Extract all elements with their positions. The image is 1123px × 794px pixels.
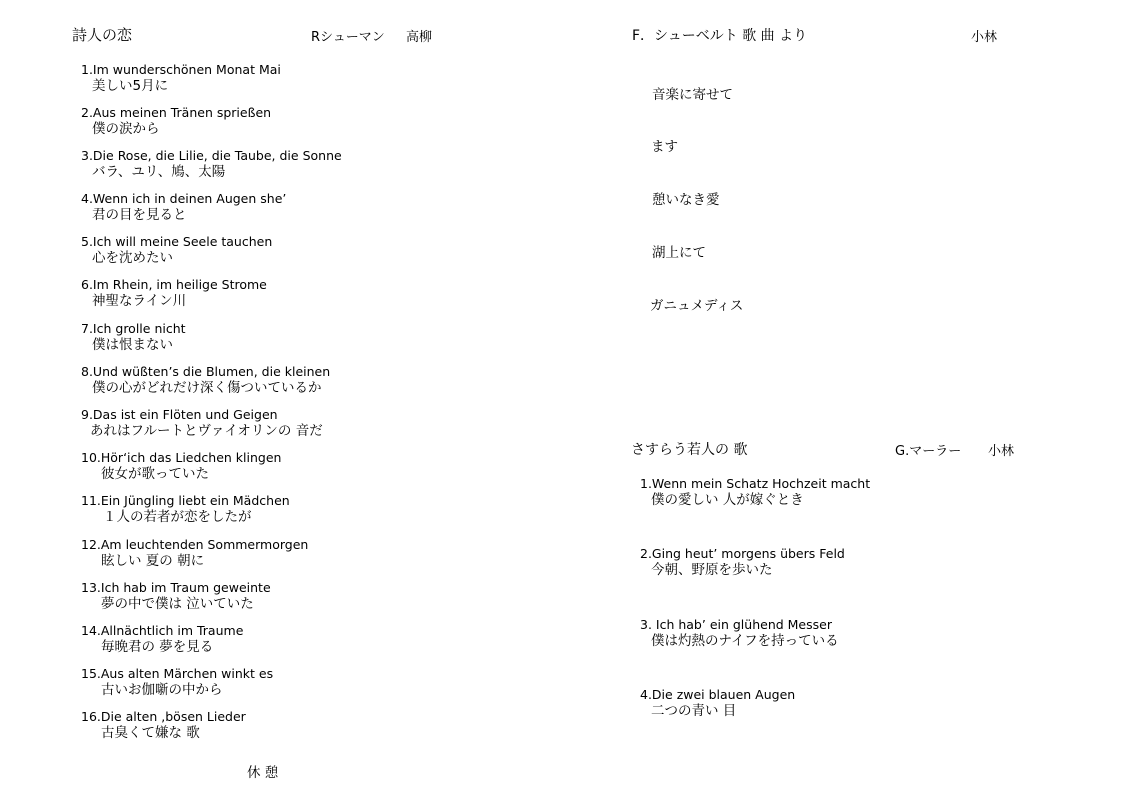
schumann-song-16 (81, 708, 246, 742)
schumann-song-15 (81, 665, 273, 699)
schubert-song-3: 憩いなき愛 (652, 192, 720, 208)
song-japanese-title: 毎晩君の 夢を見る (101, 639, 214, 655)
schubert-song-5: ガニュメディス (650, 298, 744, 314)
song-japanese-title: 心を沈めたい (92, 250, 173, 266)
song-japanese-title: 神聖なライン川 (92, 293, 187, 309)
song-japanese-title: 古いお伽噺の中から (101, 682, 223, 698)
schubert-song-2: ます (651, 139, 678, 155)
song-german-title: 5.Ich will meine Seele tauchen (81, 234, 273, 249)
song-japanese-title: 彼女が歌っていた (101, 466, 209, 482)
song-german-title: 8.Und wüßten’s die Blumen, die kleinen (81, 364, 331, 379)
schumann-song-2 (81, 104, 271, 138)
schumann-performer: 高柳 (406, 30, 433, 45)
schumann-song-1 (81, 61, 281, 95)
mahler-song-1 (640, 475, 870, 509)
song-japanese-title: あれはフルートとヴァイオリンの 音だ (90, 423, 323, 439)
schumann-song-8 (81, 363, 330, 397)
schumann-song-3 (81, 147, 342, 181)
song-german-title: 2.Ging heut’ morgens übers Feld (640, 546, 845, 561)
song-japanese-title: 僕の心がどれだけ深く傷ついているか (92, 380, 322, 396)
schumann-song-6 (81, 276, 267, 310)
song-japanese-title: 僕の愛しい 人が嫁ぐとき (651, 492, 804, 508)
mahler-song-4 (640, 686, 795, 720)
song-german-title: 14.Allnächtlich im Traume (81, 623, 244, 638)
song-german-title: 9.Das ist ein Flöten und Geigen (81, 407, 278, 422)
song-german-title: 2.Aus meinen Tränen sprießen (81, 105, 272, 120)
song-german-title: 15.Aus alten Märchen winkt es (81, 666, 274, 681)
song-japanese-title: 今朝、野原を歩いた (651, 562, 773, 578)
song-japanese-title: 僕は恨まない (92, 337, 173, 353)
song-german-title: 16.Die alten ,bösen Lieder (81, 709, 246, 724)
song-german-title: 7.Ich grolle nicht (81, 321, 186, 336)
song-japanese-title: 僕の涙から (92, 121, 160, 137)
schumann-song-14 (81, 622, 243, 656)
schubert-performer: 小林 (971, 30, 998, 45)
song-japanese-title: 二つの青い 目 (651, 703, 737, 719)
song-japanese-title: １人の若者が恋をしたが (103, 509, 252, 525)
schumann-song-9 (81, 406, 323, 440)
song-japanese-title: 僕は灼熱のナイフを持っている (651, 633, 839, 649)
song-german-title: 13.Ich hab im Traum geweinte (81, 580, 271, 595)
schumann-song-4 (81, 190, 286, 224)
schumann-song-13 (81, 579, 271, 613)
mahler-performer: 小林 (988, 444, 1015, 459)
schubert-song-1: 音楽に寄せて (652, 87, 733, 103)
song-german-title: 11.Ein Jüngling liebt ein Mädchen (81, 493, 290, 508)
schumann-composer: Rシューマン (311, 30, 385, 45)
song-japanese-title: 君の目を見ると (92, 207, 187, 223)
song-japanese-title: バラ、ユリ、鳩、太陽 (92, 164, 226, 180)
song-german-title: 4.Wenn ich in deinen Augen she’ (81, 191, 287, 206)
song-german-title: 3. Ich hab’ ein glühend Messer (640, 617, 832, 632)
schubert-section-title: F．シューベルト 歌 曲 より (632, 28, 808, 44)
song-german-title: 3.Die Rose, die Lilie, die Taube, die Sonne (81, 148, 342, 163)
song-german-title: 6.Im Rhein, im heilige Strome (81, 277, 267, 292)
song-japanese-title: 美しい5月に (92, 78, 169, 94)
intermission-label: 休 憩 (247, 765, 279, 781)
schumann-song-11 (81, 492, 290, 526)
song-japanese-title: 夢の中で僕は 泣いていた (101, 596, 254, 612)
song-japanese-title: 古臭くて嫌な 歌 (101, 725, 200, 741)
schubert-song-4: 湖上にて (652, 245, 706, 261)
song-german-title: 10.Hör‘ich das Liedchen klingen (81, 450, 282, 465)
mahler-song-3 (640, 616, 839, 650)
song-japanese-title: 眩しい 夏の 朝に (101, 553, 205, 569)
mahler-cycle-title: さすらう若人の 歌 (631, 442, 748, 458)
song-german-title: 1.Im wunderschönen Monat Mai (81, 62, 281, 77)
schumann-song-7 (81, 320, 186, 354)
schumann-cycle-title: 詩人の恋 (72, 26, 133, 44)
mahler-composer: G.マーラー (895, 444, 962, 459)
song-german-title: 12.Am leuchtenden Sommermorgen (81, 537, 309, 552)
schumann-song-5 (81, 233, 272, 267)
mahler-song-2 (640, 545, 845, 579)
schumann-song-10 (81, 449, 281, 483)
song-german-title: 4.Die zwei blauen Augen (640, 687, 796, 702)
song-german-title: 1.Wenn mein Schatz Hochzeit macht (640, 476, 871, 491)
schumann-song-12 (81, 536, 308, 570)
